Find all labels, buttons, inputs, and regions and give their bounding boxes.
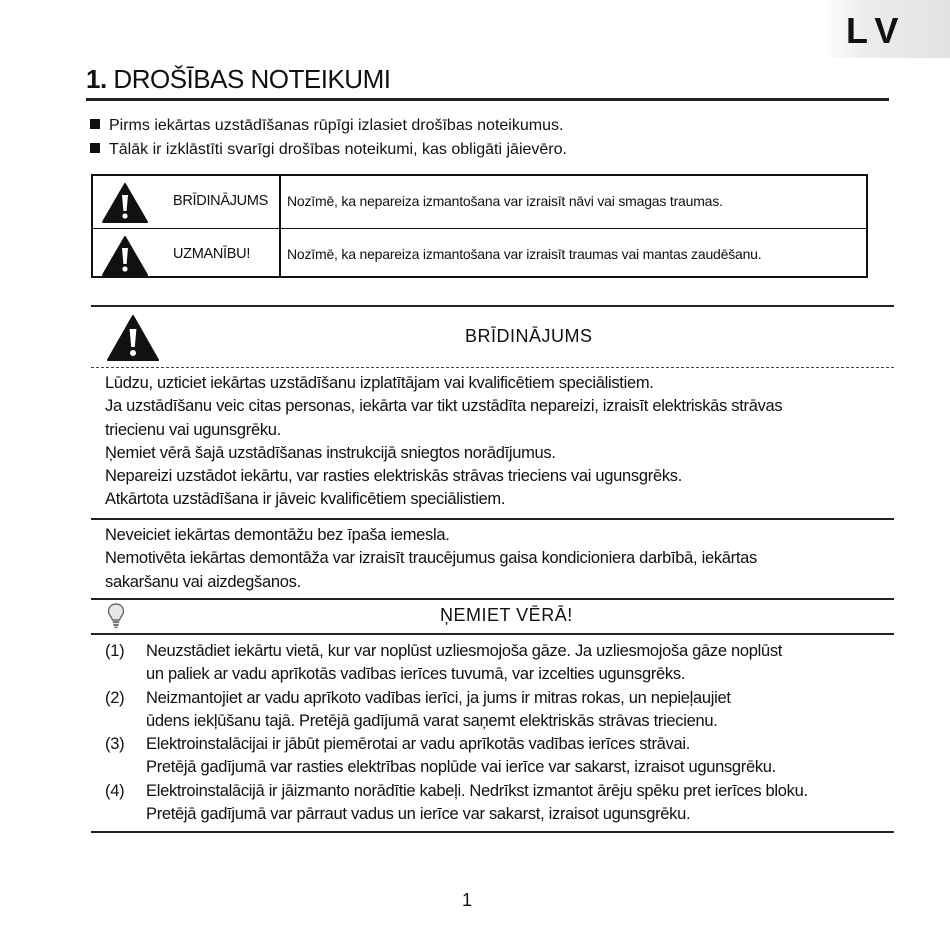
item-number: (3): [105, 735, 125, 754]
note-heading: ŅEMIET VĒRĀ!: [440, 605, 573, 625]
paragraph-line: Atkārtota uzstādīšana ir jāveic kvalificētiem speciālistiem.: [105, 490, 506, 509]
list-item: [105, 687, 808, 734]
item-number: (2): [105, 688, 125, 707]
note-top-rule: [91, 598, 894, 600]
dashed-divider: [91, 367, 894, 368]
paragraph-line: triecienu vai ugunsgrēku.: [105, 420, 281, 439]
legend-term: UZMANĪBU!: [173, 246, 251, 262]
intro-item: [90, 117, 563, 135]
square-bullet-icon: [90, 143, 100, 153]
item-number: (4): [105, 781, 125, 800]
legend-row-warning: [93, 176, 866, 228]
page-number: 1: [462, 890, 473, 910]
note-bottom-rule: [91, 831, 894, 833]
legend-row-caution: [93, 228, 866, 281]
section-number: 1.: [86, 64, 107, 94]
note-list: [105, 640, 808, 826]
section-title-text: DROŠĪBAS NOTEIKUMI: [113, 64, 391, 94]
warning-top-rule: [91, 305, 894, 307]
lightbulb-icon: [107, 603, 125, 629]
warning-triangle-icon: [101, 182, 149, 224]
item-line: Pretējā gadījumā var pārraut vadus un ierīce var sakarst, izraisot ugunsgrēku.: [146, 805, 691, 824]
paragraph-line: Nepareizi uzstādot iekārtu, var rasties elektriskās strāvas trieciens vai ugunsgrēks.: [105, 467, 683, 486]
item-line: ūdens iekļūšanu tajā. Pretējā gadījumā varat saņemt elektriskās strāvas triecienu.: [146, 711, 718, 730]
intro-item: [90, 141, 567, 159]
paragraph-line: Lūdzu, uzticiet iekārtas uzstādīšanu izplatītājam vai kvalificētiem speciālistiem.: [105, 374, 654, 392]
paragraph-line: Ja uzstādīšanu veic citas personas, iekārta var tikt uzstādīta nepareizi, izraisīt elektriskās strāvas: [105, 397, 783, 416]
legend-description: Nozīmē, ka nepareiza izmantošana var izraisīt traumas vai mantas zaudēšanu.: [287, 246, 762, 262]
item-line: Pretējā gadījumā var rasties elektrības noplūde vai ierīce var sakarst, izraisot ugunsgrēku.: [146, 758, 776, 777]
list-item: [105, 640, 808, 687]
warning-triangle-icon: [106, 314, 160, 362]
warning-block-installation: [105, 372, 782, 512]
paragraph-line: sakaršanu vai aizdegšanos.: [105, 572, 301, 591]
note-heading-rule: [91, 633, 894, 635]
item-line: un paliek ar vadu aprīkotās vadības ierīces tuvumā, var izcelties ugunsgrēks.: [146, 665, 686, 684]
paragraph-line: Ņemiet vērā šajā uzstādīšanas instrukcijā sniegtos norādījumus.: [105, 443, 556, 462]
section-title: [86, 64, 390, 95]
warning-block-disassembly: [105, 524, 757, 594]
language-code: LV: [846, 10, 908, 51]
item-line: Neizmantojiet ar vadu aprīkoto vadības ierīci, ja jums ir mitras rokas, un nepieļaujiet: [146, 688, 731, 707]
warning-triangle-icon: [101, 235, 149, 277]
item-number: (1): [105, 642, 125, 660]
item-line: Neuzstādiet iekārtu vietā, kur var noplūst uzliesmojoša gāze. Ja uzliesmojoša gāze noplūst: [146, 642, 783, 660]
legend-description: Nozīmē, ka nepareiza izmantošana var izraisīt nāvi vai smagas traumas.: [287, 193, 723, 209]
section-divider: [91, 518, 894, 520]
paragraph-line: Neveiciet iekārtas demontāžu bez īpaša iemesla.: [105, 526, 450, 544]
paragraph-line: Nemotivēta iekārtas demontāža var izraisīt traucējumus gaisa kondicioniera darbībā, iekārtas: [105, 549, 757, 568]
list-item: [105, 780, 808, 827]
item-line: Elektroinstalācijai ir jābūt piemērotai ar vadu aprīkotās vadības ierīces strāvai.: [146, 735, 690, 754]
intro-text: Tālāk ir izklāstīti svarīgi drošības noteikumi, kas obligāti jāievēro.: [109, 141, 567, 158]
intro-text: Pirms iekārtas uzstādīšanas rūpīgi izlasiet drošības noteikumus.: [109, 117, 564, 134]
square-bullet-icon: [90, 119, 100, 129]
legend-term: BRĪDINĀJUMS: [173, 193, 268, 209]
item-line: Elektroinstalācijā ir jāizmanto norādītie kabeļi. Nedrīkst izmantot ārēju spēku pret ierīces bloku.: [146, 781, 808, 800]
symbol-legend-table: [91, 174, 868, 278]
warning-heading: BRĪDINĀJUMS: [465, 326, 593, 346]
list-item: [105, 733, 808, 780]
title-underline: [86, 98, 889, 101]
